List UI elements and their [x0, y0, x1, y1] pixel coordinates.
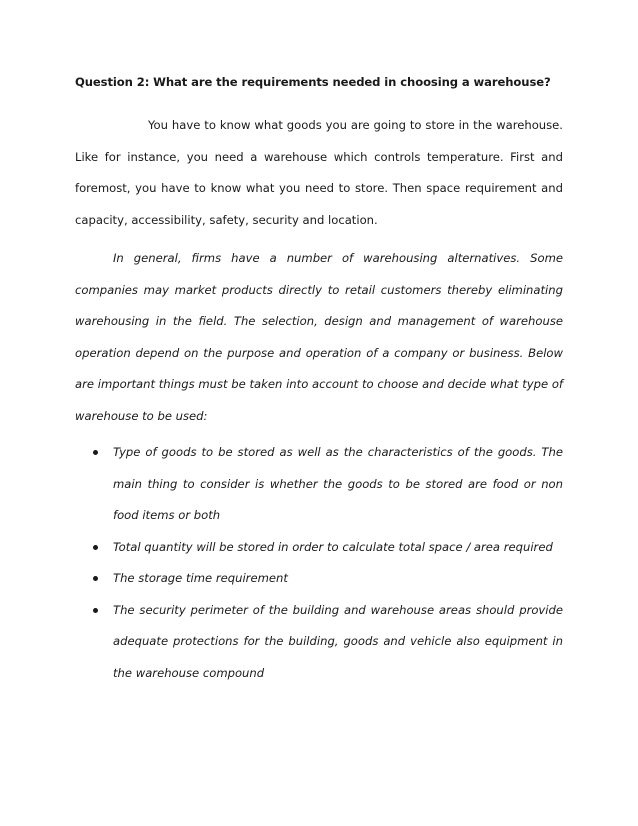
bullet-icon	[93, 576, 98, 581]
list-item	[75, 563, 563, 595]
list-item-text: The security perimeter of the building and warehouse areas should provide adequate protections for the building, goods and vehicle also equipment in the warehouse compound	[113, 602, 563, 680]
bullet-icon	[93, 545, 98, 550]
paragraph-intro: You have to know what goods you are going to store in the warehouse. Like for instance, you need a warehouse which controls temperature. First and foremost, you have to know what you need to store. Then space requirement and capacity, accessibility, safety, security and location.	[75, 118, 563, 227]
list-item	[75, 437, 563, 532]
list-item-text: Type of goods to be stored as well as the characteristics of the goods. The main thing to consider is whether the goods to be stored are food or non food items or both	[113, 445, 563, 522]
bullet-icon	[93, 450, 98, 455]
list-item-text: Total quantity will be stored in order to calculate total space / area required	[113, 539, 553, 554]
requirements-list	[75, 437, 563, 689]
paragraph-general: In general, firms have a number of warehousing alternatives. Some companies may market products directly to retail customers thereby eliminating warehousing in the field. The selection, design and management of warehouse operation depend on the purpose and operation of a company or business. Below are important things must be taken into account to choose and decide what type of warehouse to be used:	[75, 251, 563, 423]
list-item-text: The storage time requirement	[113, 571, 288, 585]
list-item	[75, 595, 563, 690]
bullet-icon	[93, 608, 98, 613]
list-item	[75, 532, 563, 564]
question-heading: Question 2: What are the requirements needed in choosing a warehouse?	[75, 75, 551, 89]
